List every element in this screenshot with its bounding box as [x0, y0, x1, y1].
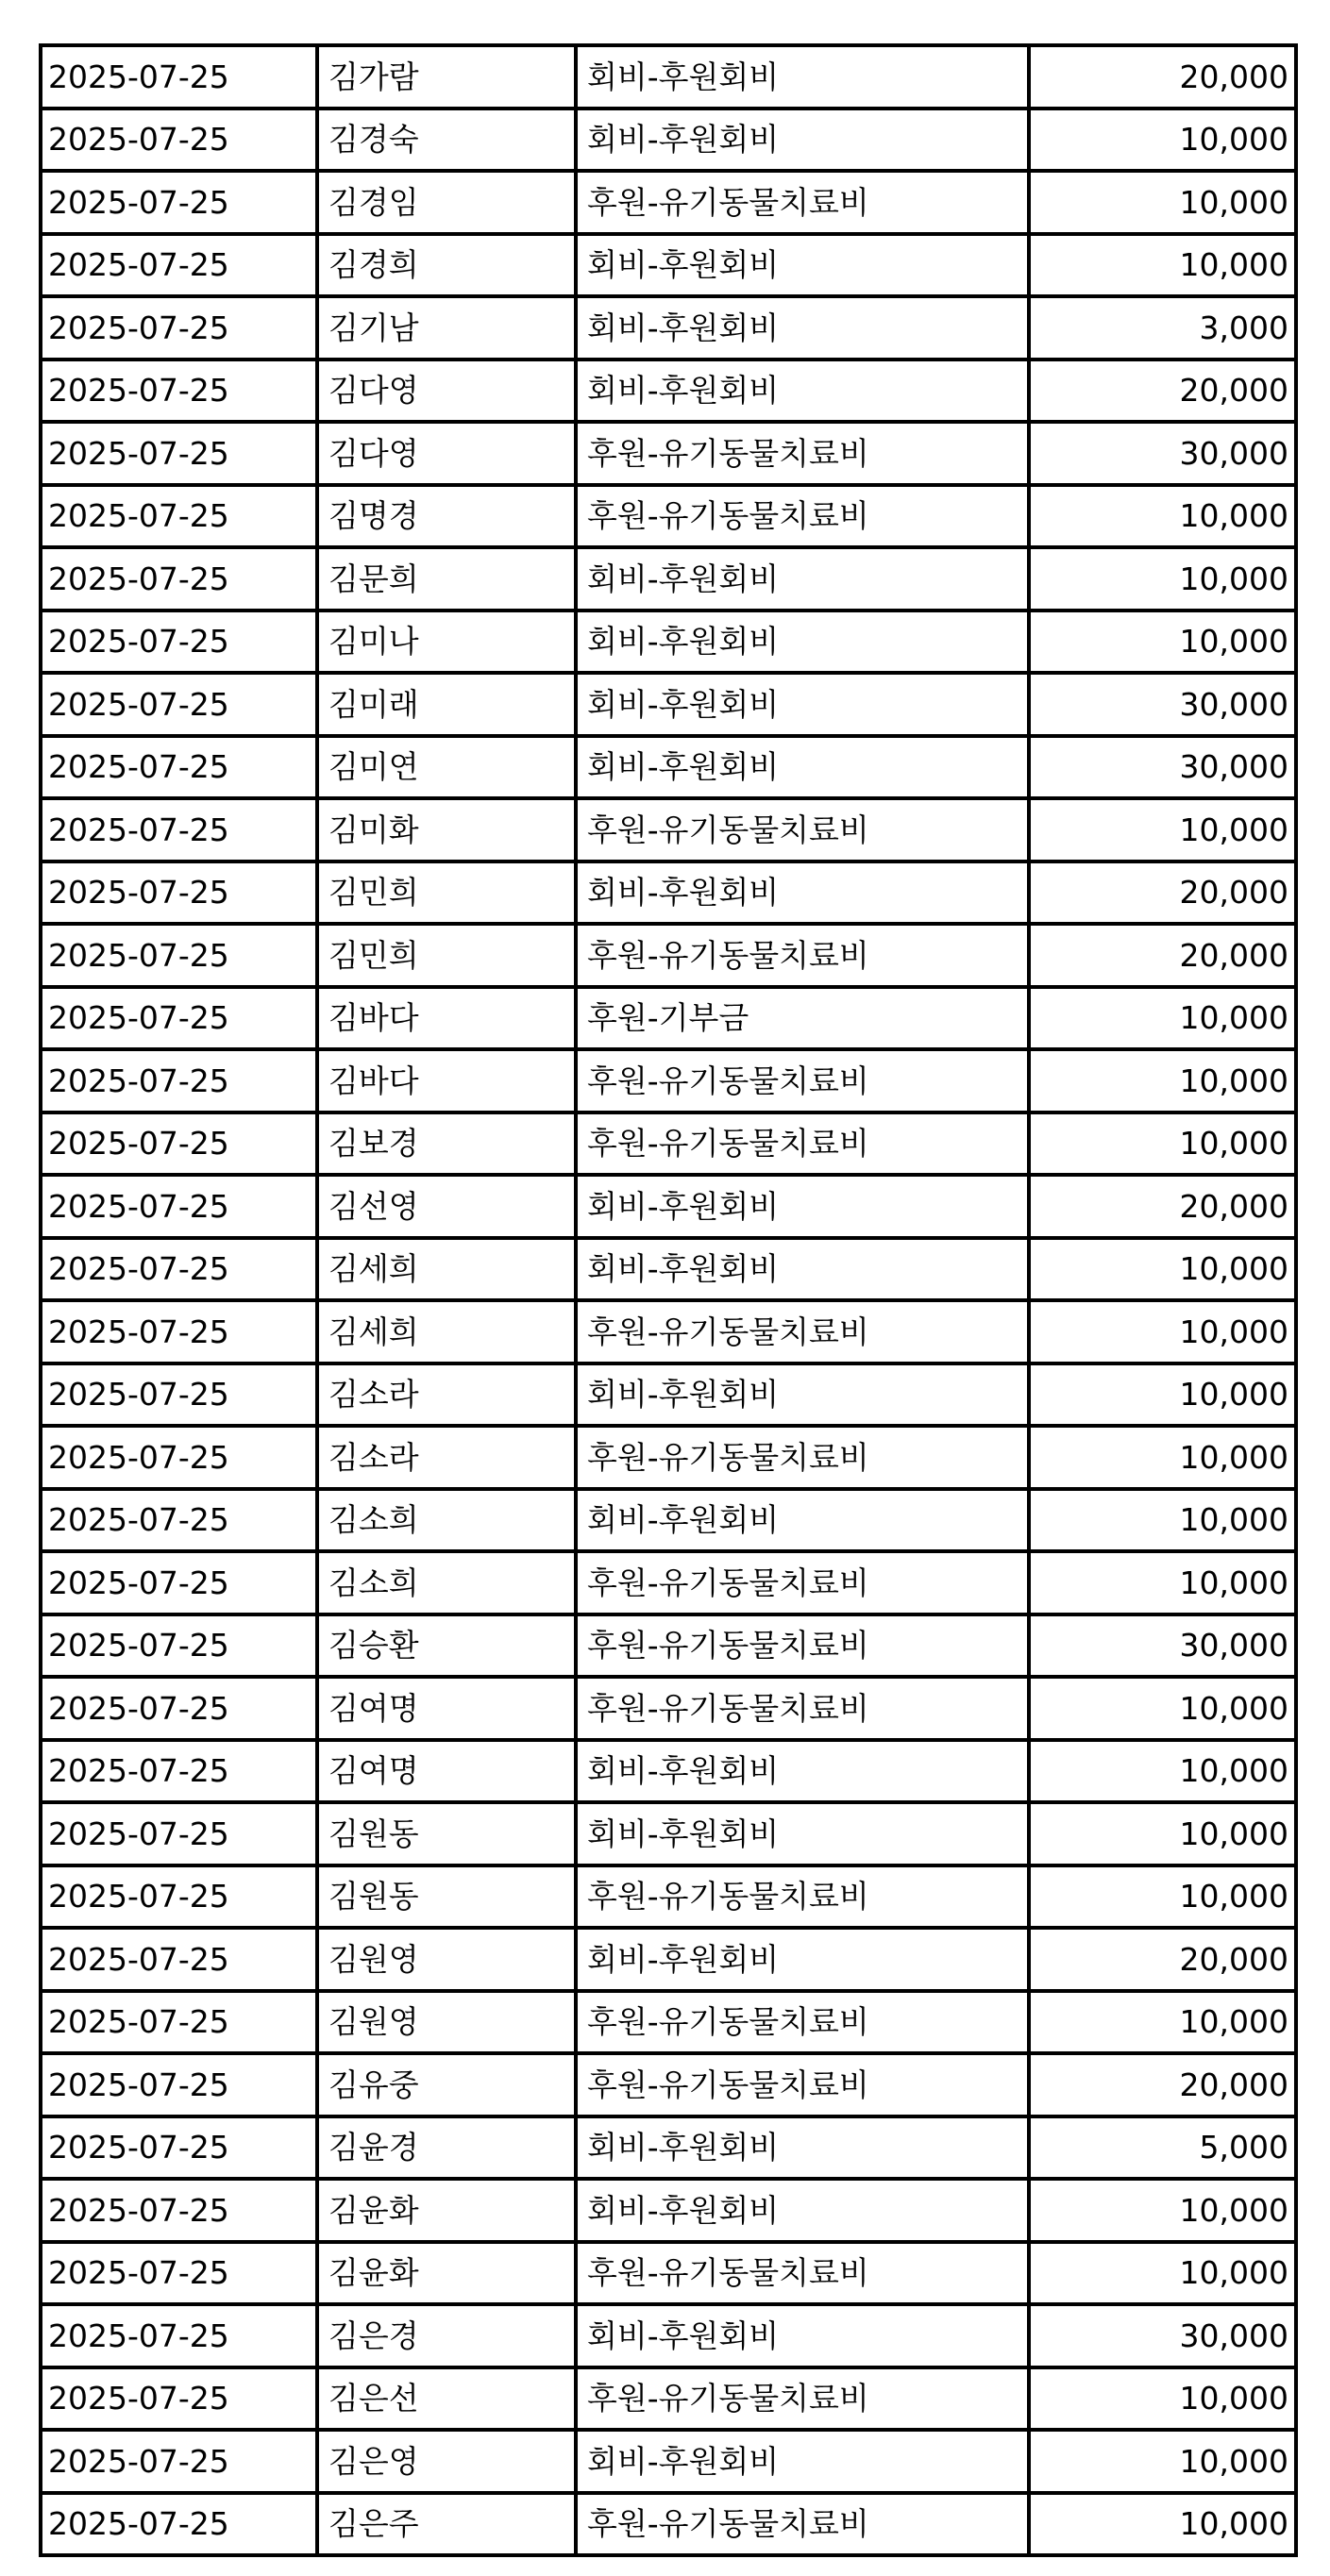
- table-row: [41, 861, 1296, 925]
- donor-name-cell: 김은영: [317, 2430, 576, 2493]
- category-cell: 후원-유기동물치료비: [576, 1991, 1029, 2054]
- date-cell: 2025-07-25: [41, 171, 317, 234]
- table-row: [41, 1865, 1296, 1929]
- table-row: [41, 1238, 1296, 1301]
- donor-name-cell: 김선영: [317, 1175, 576, 1238]
- donor-name-cell: 김바다: [317, 987, 576, 1050]
- date-cell: 2025-07-25: [41, 360, 317, 423]
- table-row: [41, 360, 1296, 423]
- donor-name-cell: 김은선: [317, 2367, 576, 2431]
- table-row: [41, 1112, 1296, 1176]
- donor-name-cell: 김미나: [317, 611, 576, 674]
- donor-name-cell: 김미연: [317, 736, 576, 799]
- date-cell: 2025-07-25: [41, 296, 317, 360]
- amount-cell: 30,000: [1029, 422, 1296, 485]
- date-cell: 2025-07-25: [41, 2053, 317, 2116]
- category-cell: 후원-유기동물치료비: [576, 924, 1029, 987]
- category-cell: 후원-유기동물치료비: [576, 1614, 1029, 1678]
- amount-cell: 10,000: [1029, 2367, 1296, 2431]
- donor-name-cell: 김승환: [317, 1614, 576, 1678]
- table-row: [41, 924, 1296, 987]
- category-cell: 후원-유기동물치료비: [576, 485, 1029, 548]
- amount-cell: 30,000: [1029, 673, 1296, 736]
- date-cell: 2025-07-25: [41, 673, 317, 736]
- category-cell: 후원-유기동물치료비: [576, 2242, 1029, 2305]
- table-row: [41, 171, 1296, 234]
- date-cell: 2025-07-25: [41, 1865, 317, 1929]
- category-cell: 후원-유기동물치료비: [576, 1677, 1029, 1740]
- amount-cell: 20,000: [1029, 360, 1296, 423]
- date-cell: 2025-07-25: [41, 1928, 317, 1991]
- date-cell: 2025-07-25: [41, 1614, 317, 1678]
- date-cell: 2025-07-25: [41, 45, 317, 109]
- table-row: [41, 2493, 1296, 2556]
- table-row: [41, 1426, 1296, 1489]
- donor-name-cell: 김민희: [317, 924, 576, 987]
- donor-name-cell: 김경숙: [317, 109, 576, 172]
- table-row: [41, 547, 1296, 611]
- amount-cell: 10,000: [1029, 1112, 1296, 1176]
- donor-name-cell: 김경희: [317, 234, 576, 297]
- amount-cell: 10,000: [1029, 1802, 1296, 1865]
- date-cell: 2025-07-25: [41, 1677, 317, 1740]
- date-cell: 2025-07-25: [41, 1551, 317, 1614]
- donor-name-cell: 김미래: [317, 673, 576, 736]
- amount-cell: 30,000: [1029, 736, 1296, 799]
- date-cell: 2025-07-25: [41, 1991, 317, 2054]
- date-cell: 2025-07-25: [41, 1300, 317, 1363]
- amount-cell: 10,000: [1029, 987, 1296, 1050]
- date-cell: 2025-07-25: [41, 987, 317, 1050]
- amount-cell: 10,000: [1029, 485, 1296, 548]
- category-cell: 회비-후원회비: [576, 1175, 1029, 1238]
- category-cell: 후원-유기동물치료비: [576, 1112, 1029, 1176]
- category-cell: 회비-후원회비: [576, 861, 1029, 925]
- table-row: [41, 296, 1296, 360]
- date-cell: 2025-07-25: [41, 2242, 317, 2305]
- category-cell: 후원-유기동물치료비: [576, 1049, 1029, 1112]
- table-row: [41, 1740, 1296, 1803]
- table-row: [41, 234, 1296, 297]
- category-cell: 후원-유기동물치료비: [576, 1551, 1029, 1614]
- amount-cell: 10,000: [1029, 1363, 1296, 1427]
- table-row: [41, 2367, 1296, 2431]
- donor-name-cell: 김윤화: [317, 2242, 576, 2305]
- category-cell: 회비-후원회비: [576, 45, 1029, 109]
- category-cell: 회비-후원회비: [576, 109, 1029, 172]
- category-cell: 후원-유기동물치료비: [576, 2367, 1029, 2431]
- donor-name-cell: 김민희: [317, 861, 576, 925]
- table-row: [41, 1049, 1296, 1112]
- category-cell: 회비-후원회비: [576, 736, 1029, 799]
- amount-cell: 20,000: [1029, 861, 1296, 925]
- category-cell: 회비-후원회비: [576, 296, 1029, 360]
- amount-cell: 20,000: [1029, 1175, 1296, 1238]
- category-cell: 회비-후원회비: [576, 1802, 1029, 1865]
- date-cell: 2025-07-25: [41, 1802, 317, 1865]
- amount-cell: 10,000: [1029, 2242, 1296, 2305]
- date-cell: 2025-07-25: [41, 924, 317, 987]
- amount-cell: 30,000: [1029, 2304, 1296, 2367]
- table-row: [41, 2179, 1296, 2242]
- table-row: [41, 798, 1296, 861]
- amount-cell: 10,000: [1029, 1049, 1296, 1112]
- amount-cell: 10,000: [1029, 109, 1296, 172]
- ledger-body: [41, 45, 1296, 2555]
- table-row: [41, 673, 1296, 736]
- date-cell: 2025-07-25: [41, 2179, 317, 2242]
- category-cell: 후원-유기동물치료비: [576, 2053, 1029, 2116]
- donor-name-cell: 김원동: [317, 1802, 576, 1865]
- table-row: [41, 2304, 1296, 2367]
- category-cell: 회비-후원회비: [576, 1238, 1029, 1301]
- date-cell: 2025-07-25: [41, 2304, 317, 2367]
- date-cell: 2025-07-25: [41, 422, 317, 485]
- table-row: [41, 1300, 1296, 1363]
- table-row: [41, 2053, 1296, 2116]
- category-cell: 회비-후원회비: [576, 2430, 1029, 2493]
- amount-cell: 10,000: [1029, 2493, 1296, 2556]
- amount-cell: 10,000: [1029, 1300, 1296, 1363]
- date-cell: 2025-07-25: [41, 861, 317, 925]
- date-cell: 2025-07-25: [41, 1426, 317, 1489]
- amount-cell: 10,000: [1029, 171, 1296, 234]
- date-cell: 2025-07-25: [41, 2367, 317, 2431]
- donor-name-cell: 김소희: [317, 1489, 576, 1552]
- category-cell: 후원-유기동물치료비: [576, 171, 1029, 234]
- amount-cell: 10,000: [1029, 234, 1296, 297]
- amount-cell: 3,000: [1029, 296, 1296, 360]
- amount-cell: 10,000: [1029, 1740, 1296, 1803]
- amount-cell: 10,000: [1029, 2179, 1296, 2242]
- donor-name-cell: 김세희: [317, 1238, 576, 1301]
- table-row: [41, 1928, 1296, 1991]
- date-cell: 2025-07-25: [41, 1740, 317, 1803]
- date-cell: 2025-07-25: [41, 485, 317, 548]
- date-cell: 2025-07-25: [41, 736, 317, 799]
- donor-name-cell: 김보경: [317, 1112, 576, 1176]
- amount-cell: 20,000: [1029, 2053, 1296, 2116]
- donor-name-cell: 김원영: [317, 1991, 576, 2054]
- date-cell: 2025-07-25: [41, 2493, 317, 2556]
- table-row: [41, 2430, 1296, 2493]
- amount-cell: 10,000: [1029, 1991, 1296, 2054]
- category-cell: 후원-유기동물치료비: [576, 1865, 1029, 1929]
- donor-name-cell: 김다영: [317, 422, 576, 485]
- date-cell: 2025-07-25: [41, 1175, 317, 1238]
- table-row: [41, 1991, 1296, 2054]
- donor-name-cell: 김윤화: [317, 2179, 576, 2242]
- donor-name-cell: 김윤경: [317, 2116, 576, 2180]
- amount-cell: 10,000: [1029, 611, 1296, 674]
- date-cell: 2025-07-25: [41, 2116, 317, 2180]
- amount-cell: 10,000: [1029, 1426, 1296, 1489]
- donor-name-cell: 김바다: [317, 1049, 576, 1112]
- table-row: [41, 1363, 1296, 1427]
- date-cell: 2025-07-25: [41, 1238, 317, 1301]
- amount-cell: 5,000: [1029, 2116, 1296, 2180]
- donor-name-cell: 김여명: [317, 1740, 576, 1803]
- category-cell: 회비-후원회비: [576, 234, 1029, 297]
- donor-name-cell: 김소라: [317, 1363, 576, 1427]
- donor-name-cell: 김유중: [317, 2053, 576, 2116]
- table-row: [41, 45, 1296, 109]
- donor-name-cell: 김소라: [317, 1426, 576, 1489]
- donor-name-cell: 김원영: [317, 1928, 576, 1991]
- table-row: [41, 611, 1296, 674]
- date-cell: 2025-07-25: [41, 798, 317, 861]
- date-cell: 2025-07-25: [41, 234, 317, 297]
- amount-cell: 10,000: [1029, 798, 1296, 861]
- date-cell: 2025-07-25: [41, 1049, 317, 1112]
- table-row: [41, 1802, 1296, 1865]
- donor-name-cell: 김은경: [317, 2304, 576, 2367]
- category-cell: 회비-후원회비: [576, 1928, 1029, 1991]
- amount-cell: 10,000: [1029, 1677, 1296, 1740]
- date-cell: 2025-07-25: [41, 2430, 317, 2493]
- date-cell: 2025-07-25: [41, 1112, 317, 1176]
- category-cell: 회비-후원회비: [576, 673, 1029, 736]
- donor-name-cell: 김경임: [317, 171, 576, 234]
- table-row: [41, 1677, 1296, 1740]
- donor-name-cell: 김원동: [317, 1865, 576, 1929]
- amount-cell: 10,000: [1029, 1238, 1296, 1301]
- date-cell: 2025-07-25: [41, 1363, 317, 1427]
- category-cell: 회비-후원회비: [576, 547, 1029, 611]
- donor-name-cell: 김기남: [317, 296, 576, 360]
- amount-cell: 20,000: [1029, 924, 1296, 987]
- category-cell: 후원-유기동물치료비: [576, 2493, 1029, 2556]
- donor-name-cell: 김다영: [317, 360, 576, 423]
- donor-name-cell: 김미화: [317, 798, 576, 861]
- amount-cell: 10,000: [1029, 547, 1296, 611]
- category-cell: 회비-후원회비: [576, 611, 1029, 674]
- category-cell: 회비-후원회비: [576, 2116, 1029, 2180]
- table-row: [41, 2116, 1296, 2180]
- category-cell: 회비-후원회비: [576, 2304, 1029, 2367]
- table-row: [41, 736, 1296, 799]
- date-cell: 2025-07-25: [41, 611, 317, 674]
- donor-name-cell: 김명경: [317, 485, 576, 548]
- category-cell: 회비-후원회비: [576, 2179, 1029, 2242]
- table-row: [41, 1614, 1296, 1678]
- donor-name-cell: 김세희: [317, 1300, 576, 1363]
- amount-cell: 30,000: [1029, 1614, 1296, 1678]
- table-row: [41, 1175, 1296, 1238]
- amount-cell: 10,000: [1029, 1865, 1296, 1929]
- amount-cell: 20,000: [1029, 45, 1296, 109]
- table-row: [41, 485, 1296, 548]
- category-cell: 후원-유기동물치료비: [576, 422, 1029, 485]
- donor-name-cell: 김가람: [317, 45, 576, 109]
- table-row: [41, 987, 1296, 1050]
- table-row: [41, 2242, 1296, 2305]
- donor-name-cell: 김여명: [317, 1677, 576, 1740]
- category-cell: 후원-유기동물치료비: [576, 1300, 1029, 1363]
- category-cell: 회비-후원회비: [576, 1363, 1029, 1427]
- donor-name-cell: 김은주: [317, 2493, 576, 2556]
- amount-cell: 10,000: [1029, 2430, 1296, 2493]
- donor-name-cell: 김소희: [317, 1551, 576, 1614]
- date-cell: 2025-07-25: [41, 109, 317, 172]
- table-row: [41, 1551, 1296, 1614]
- category-cell: 후원-유기동물치료비: [576, 1426, 1029, 1489]
- category-cell: 후원-유기동물치료비: [576, 798, 1029, 861]
- date-cell: 2025-07-25: [41, 1489, 317, 1552]
- amount-cell: 20,000: [1029, 1928, 1296, 1991]
- table-row: [41, 109, 1296, 172]
- category-cell: 후원-기부금: [576, 987, 1029, 1050]
- amount-cell: 10,000: [1029, 1489, 1296, 1552]
- donation-ledger-table: [39, 43, 1298, 2557]
- table-row: [41, 422, 1296, 485]
- table-row: [41, 1489, 1296, 1552]
- date-cell: 2025-07-25: [41, 547, 317, 611]
- amount-cell: 10,000: [1029, 1551, 1296, 1614]
- category-cell: 회비-후원회비: [576, 360, 1029, 423]
- category-cell: 회비-후원회비: [576, 1740, 1029, 1803]
- donor-name-cell: 김문희: [317, 547, 576, 611]
- category-cell: 회비-후원회비: [576, 1489, 1029, 1552]
